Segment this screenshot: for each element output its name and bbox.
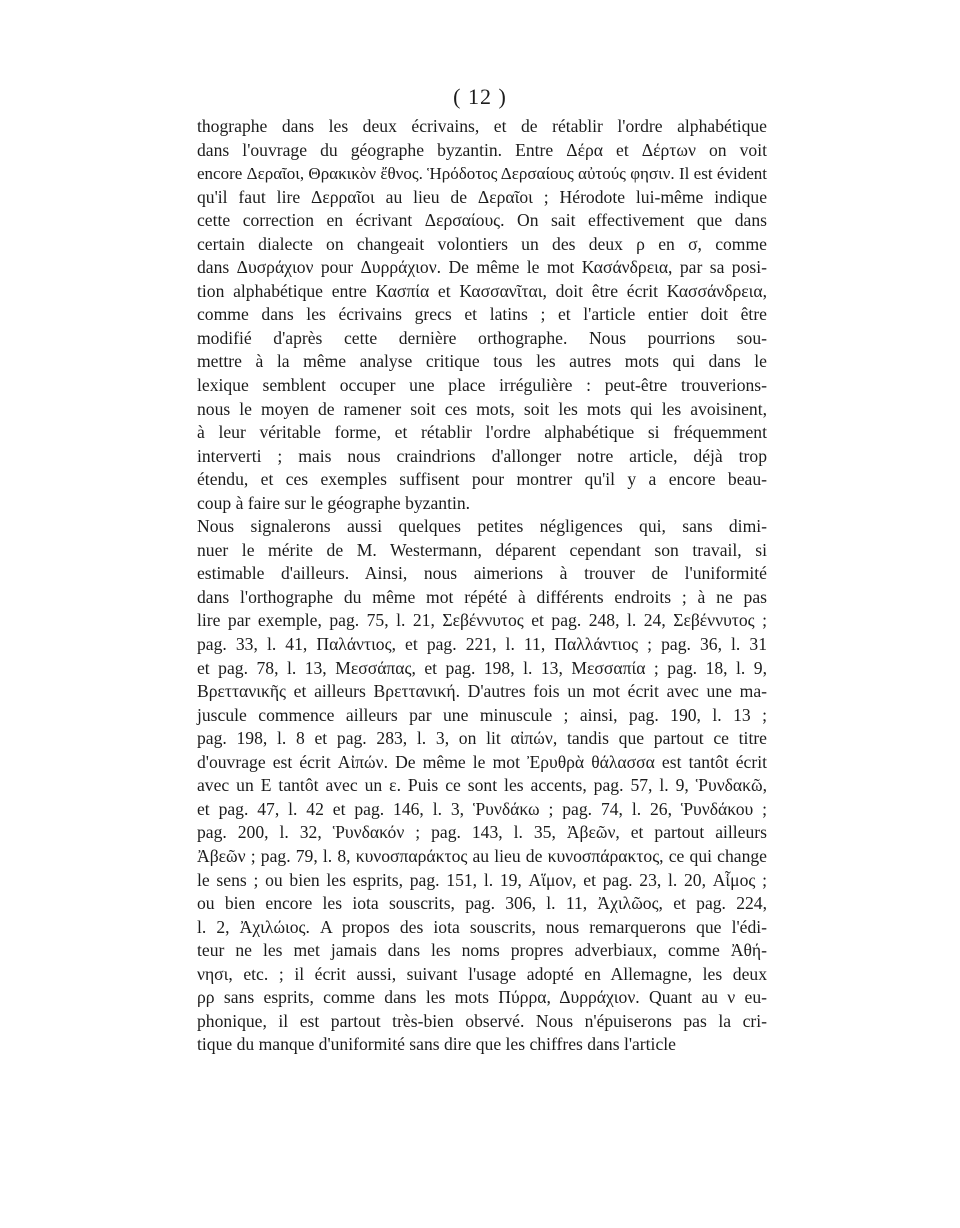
text-line: certain dialecte on changeait volontiers un des deux ρ en σ, comme xyxy=(197,233,767,254)
text-line: phonique, il est partout très-bien observé. Nous n'épuiserons pas la cri- xyxy=(197,1010,767,1031)
text-line: ρρ sans esprits, comme dans les mots Πύρρα, Δυρράχιον. Quant au ν eu- xyxy=(197,987,767,1008)
text-line: nuer le mérite de M. Westermann, déparent cependant son travail, si xyxy=(197,539,767,560)
text-line: nous le moyen de ramener soit ces mots, soit les mots qui les avoisinent, xyxy=(197,398,767,419)
text-line: et pag. 78, l. 13, Μεσσάπας, et pag. 198, l. 13, Μεσσαπία ; pag. 18, l. 9, xyxy=(197,657,767,678)
text-line: mettre à la même analyse critique tous les autres mots qui dans le xyxy=(197,351,767,372)
text-line: teur ne les met jamais dans les noms propres adverbiaux, comme Ἀθή- xyxy=(197,940,767,961)
text-line: modifié d'après cette dernière orthographe. Nous pourrions sou- xyxy=(197,327,767,348)
text-line: coup à faire sur le géographe byzantin. xyxy=(197,492,471,513)
text-line: Nous signalerons aussi quelques petites négligences qui, sans dimi- xyxy=(197,516,767,537)
text-line: lexique semblent occuper une place irrégulière : peut-être trouverions- xyxy=(197,375,767,396)
text-line: Ἀβεῶν ; pag. 79, l. 8, κυνοσπαράκτος au lieu de κυνοσπάρακτος, ce qui change xyxy=(197,845,767,866)
text-line: estimable d'ailleurs. Ainsi, nous aimerions à trouver de l'uniformité xyxy=(197,563,767,584)
text-line: ou bien encore les iota souscrits, pag. 306, l. 11, Ἀχιλῶος, et pag. 224, xyxy=(197,893,767,914)
text-line: pag. 198, l. 8 et pag. 283, l. 3, on lit αἰπών, tandis que partout ce titre xyxy=(197,728,767,749)
page-number: ( 12 ) xyxy=(453,84,507,109)
text-line: étendu, et ces exemples suffisent pour montrer qu'il y a encore beau- xyxy=(197,469,767,490)
text-line: tion alphabétique entre Κασπία et Κασσανῖται, doit être écrit Κασσάνδρεια, xyxy=(197,280,767,301)
text-line: et pag. 47, l. 42 et pag. 146, l. 3, Ῥυνδάκω ; pag. 74, l. 26, Ῥυνδάκου ; xyxy=(197,798,767,819)
text-line: pag. 33, l. 41, Παλάντιος, et pag. 221, l. 11, Παλλάντιος ; pag. 36, l. 31 xyxy=(197,634,767,655)
text-line: dans l'ouvrage du géographe byzantin. Entre Δέρα et Δέρτων on voit xyxy=(197,139,767,160)
text-line: dans l'orthographe du même mot répété à différents endroits ; à ne pas xyxy=(197,586,767,607)
text-line: qu'il faut lire Δερραῖοι au lieu de Δεραῖοι ; Hérodote lui-même indique xyxy=(197,186,767,207)
text-line: avec un Ε tantôt avec un ε. Puis ce sont les accents, pag. 57, l. 9, Ῥυνδακῶ, xyxy=(197,775,767,796)
text-line: cette correction en écrivant Δερσαίους. On sait effectivement que dans xyxy=(197,210,767,231)
text-line: le sens ; ou bien les esprits, pag. 151, l. 19, Αἵμον, et pag. 23, l. 20, Αἷμος ; xyxy=(197,869,767,890)
text-line: pag. 200, l. 32, Ῥυνδακόν ; pag. 143, l. 35, Ἀβεῶν, et partout ailleurs xyxy=(197,822,767,843)
text-line: Βρεττανικῆς et ailleurs Βρεττανική. D'autres fois un mot écrit avec une ma- xyxy=(197,681,767,702)
text-line: encore Δεραῖοι, Θρακικὸν ἔθνος. Ἡρόδοτος Δερσαίους αὐτούς φησιν. Il est évident xyxy=(197,164,767,184)
text-line: d'ouvrage est écrit Αἰπών. De même le mot Ἐρυθρὰ θάλασσα est tantôt écrit xyxy=(197,751,767,772)
body-text xyxy=(197,115,767,1057)
text-line: thographe dans les deux écrivains, et de rétablir l'ordre alphabétique xyxy=(197,116,767,136)
text-line: tique du manque d'uniformité sans dire que les chiffres dans l'article xyxy=(197,1034,676,1055)
text-line: juscule commence ailleurs par une minuscule ; ainsi, pag. 190, l. 13 ; xyxy=(197,704,767,725)
text-line: comme dans les écrivains grecs et latins ; et l'article entier doit être xyxy=(197,304,767,325)
text-line: lire par exemple, pag. 75, l. 21, Σεβέννυτος et pag. 248, l. 24, Σεβέννυτος ; xyxy=(197,610,767,631)
paragraph xyxy=(197,115,767,515)
text-line: interverti ; mais nous craindrions d'allonger notre article, déjà trop xyxy=(197,445,767,466)
text-line: νησι, etc. ; il écrit aussi, suivant l'usage adopté en Allemagne, les deux xyxy=(197,963,767,984)
paragraph xyxy=(197,515,767,1057)
text-line: dans Δυσράχιον pour Δυρράχιον. De même le mot Κασάνδρεια, par sa posi- xyxy=(197,257,767,278)
text-line: l. 2, Ἀχιλώιος. A propos des iota souscrits, nous remarquerons que l'édi- xyxy=(197,916,767,937)
text-line: à leur véritable forme, et rétablir l'ordre alphabétique si fréquemment xyxy=(197,422,767,443)
